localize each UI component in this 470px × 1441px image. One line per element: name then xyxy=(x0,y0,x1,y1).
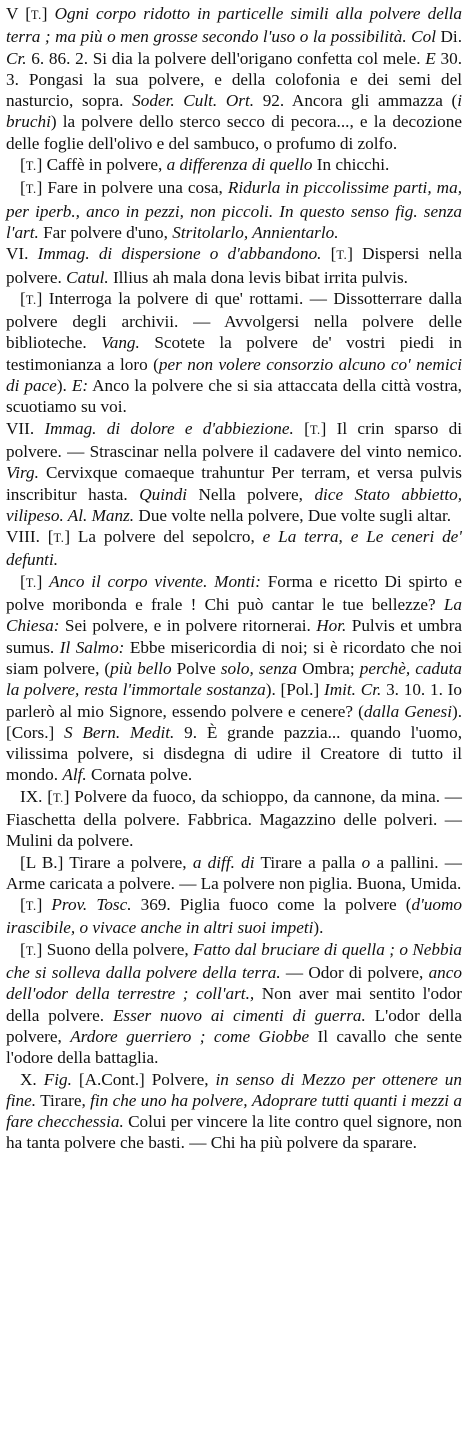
text-run: ). xyxy=(313,918,324,938)
italic-text: fin che uno ha polvere, xyxy=(90,1090,248,1110)
entry-paragraph xyxy=(6,526,462,571)
text-run: a pallini. — Arme caricata a polvere. — La polvere non piglia. Buona, Umida. xyxy=(6,852,462,893)
text-run: Il cavallo che sente l'odore della battaglia. xyxy=(6,1026,463,1068)
italic-text: più bello xyxy=(110,658,172,678)
text-run: [ xyxy=(20,155,26,175)
italic-text: perchè, caduta la polvere, resta l'immortale sostanza xyxy=(6,658,462,700)
source-abbrev: T. xyxy=(52,790,64,805)
text-run: ). [Pol.] xyxy=(265,680,324,700)
italic-text: anco dell'odor della terrestre ; coll'art., xyxy=(6,963,462,1004)
text-run: ] Fare in polvere una cosa, xyxy=(36,178,228,198)
text-run: ] La polvere del sepolcro, xyxy=(64,527,263,547)
italic-text: Catul. xyxy=(66,267,109,287)
text-run: V xyxy=(6,4,26,23)
text-run: Due volte nella polvere, Due volte sugli altar. xyxy=(134,505,452,525)
text-run: VIII. [ xyxy=(6,527,54,547)
source-abbrev: T. xyxy=(309,422,321,437)
italic-text: Imit. Cr. xyxy=(323,680,382,700)
text-run: In chicchi. xyxy=(312,155,390,175)
text-run: ] Polvere da fuoco, da schioppo, da cannone, da mina. — Fiaschetta della polvere. Fabbrica. Magazzino delle polveri. — Mulini da polvere. xyxy=(6,786,462,851)
text-run: Tirare a palla xyxy=(254,852,362,872)
italic-text: dalla Genesi xyxy=(363,701,452,721)
source-abbrev: T. xyxy=(53,531,65,546)
text-run: Non aver mai sentito l'odor della polvere. xyxy=(6,984,463,1025)
entry-paragraph xyxy=(6,786,462,852)
text-run: ] xyxy=(36,895,52,915)
italic-text: Ardore guerriero ; come Giobbe xyxy=(70,1026,310,1046)
text-run: VII. xyxy=(6,418,45,438)
entry-paragraph xyxy=(6,177,462,243)
italic-text: E xyxy=(425,48,436,68)
text-run: [ xyxy=(20,939,26,959)
text-run: Cornata polve. xyxy=(86,765,193,785)
italic-text: Anco il corpo vivente. Monti: xyxy=(49,571,261,591)
text-run: Scotete la polvere de' vostri piedi in testimonianza a loro ( xyxy=(6,333,462,374)
text-run: Tirare, xyxy=(36,1090,91,1110)
source-abbrev: T. xyxy=(25,899,37,914)
text-run: [ xyxy=(20,288,26,308)
italic-text: Col xyxy=(411,27,437,47)
italic-text: Quindi xyxy=(139,484,187,504)
text-run: ) la polvere dello sterco secco di pecora..., e la decozione delle foglie dell'olivo e del sambuco, o profumo di zolfo. xyxy=(6,112,462,153)
text-run: [ xyxy=(321,244,337,264)
text-run: [ xyxy=(20,571,26,591)
entry-paragraph xyxy=(6,852,462,895)
italic-text: in senso di Mezzo per ottenere un fine. xyxy=(6,1069,462,1110)
italic-text: Soder. Cult. Ort. xyxy=(132,91,255,111)
source-abbrev: T. xyxy=(25,575,37,590)
italic-text: d'uomo irascibile, o vivace anche in altri suoi impeti xyxy=(6,895,462,938)
text-run: Ebbe misericordia di noi; si è ricordato che noi siam polvere, ( xyxy=(6,637,462,678)
text-run: Cervixque comaeque trahuntur Per terram, et versa pulvis inscribitur hasta. xyxy=(6,463,462,504)
text-run: Ombra; xyxy=(297,658,360,678)
text-run: ] Interroga la polvere di que' rottami. — Dissotterrare dalla polvere degli archivii. — Avvolgersi nella polvere delle biblioteche. xyxy=(6,288,462,353)
italic-text: Vang. xyxy=(101,333,140,353)
text-run: Far polvere d'uno, xyxy=(38,222,173,242)
entry-paragraph xyxy=(6,894,462,939)
italic-text: Virg. xyxy=(6,463,39,483)
text-run: Forma e ricetto Di spirto e polve moribonda e frale ! Chi può cantar le tue bellezze? xyxy=(6,571,463,615)
text-run: Anco la polvere che si sia attaccata della città vostra, scuotiamo su voi. xyxy=(6,376,462,417)
entry-paragraph xyxy=(6,243,462,288)
entry-paragraph xyxy=(6,3,462,154)
italic-text: Adoprare tutti quanti i mezzi a fare checchessia. xyxy=(6,1090,462,1132)
text-run: [ xyxy=(20,895,26,915)
text-run: [ xyxy=(20,178,26,198)
italic-text: e La terra, e Le ceneri de' defunti. xyxy=(6,527,462,570)
source-abbrev: T. xyxy=(336,248,348,263)
text-run: Sei polvere, e in polvere ritornerai. xyxy=(59,616,317,636)
italic-text: Esser nuovo ai cimenti di guerra. xyxy=(112,1005,366,1025)
italic-text: Immag. di dolore e d'abbiezione. xyxy=(44,418,294,438)
italic-text: Fig. xyxy=(43,1069,72,1089)
text-run: ] xyxy=(41,4,55,23)
entry-paragraph xyxy=(6,1069,462,1154)
italic-text: Cr. xyxy=(6,48,27,68)
italic-text: Ridurla in piccolissime parti, ma, per iperb., anco in pezzi, non piccoli. In questo senso fig. senza l'art. xyxy=(6,178,462,242)
text-run: IX. [ xyxy=(20,786,53,806)
entry-paragraph xyxy=(6,154,462,177)
entry-paragraph xyxy=(6,418,462,526)
text-run: Nella polvere, xyxy=(186,484,315,504)
text-run: ] Il crin sparso di polvere. — Strascinar nella polvere il cadavere del vinto nemico. xyxy=(6,418,462,461)
source-abbrev: T. xyxy=(25,292,37,307)
text-run: X. xyxy=(20,1069,44,1089)
text-run: ] xyxy=(36,571,50,591)
text-run: ] Dispersi nella polvere. xyxy=(6,244,462,287)
italic-text: S Bern. Medit. xyxy=(64,722,175,742)
text-run: ] Caffè in polvere, xyxy=(36,155,167,175)
text-run: [ xyxy=(25,4,31,23)
source-abbrev: T. xyxy=(25,159,37,174)
text-run: L'odor della polvere, xyxy=(6,1005,462,1046)
italic-text: dice Stato abbietto, vilipeso. Al. Manz. xyxy=(6,484,462,525)
text-run: 9. È grande pazzia... quando l'uomo, vilissima polvere, si disdegna di udire il Creatore di tutto il mondo. xyxy=(6,722,462,785)
text-run: ] Suono della polvere, xyxy=(36,939,194,959)
italic-text: Hor. xyxy=(316,616,347,636)
italic-text: Immag. di dispersione o d'abbandono. xyxy=(37,244,322,264)
italic-text: a diff. di xyxy=(192,852,255,872)
text-run: VI. xyxy=(6,244,38,264)
entry-paragraph xyxy=(6,571,462,786)
italic-text: Il Salmo: xyxy=(59,637,125,657)
italic-text: Prov. Tosc. xyxy=(51,895,132,915)
text-run: ). [Cors.] xyxy=(6,701,462,742)
italic-text: solo, senza xyxy=(220,658,298,678)
entry-paragraph xyxy=(6,288,462,418)
text-run: 6. 86. 2. Si dia la polvere dell'origano confetta col mele. xyxy=(26,48,426,68)
text-run: 369. Piglia fuoco come la polvere ( xyxy=(131,895,412,915)
italic-text: i bruchi xyxy=(6,91,462,132)
source-abbrev: T. xyxy=(30,8,42,22)
text-run: [ xyxy=(293,418,310,438)
text-run: 30. 3. Pongasi la sua polvere, e della colofonia e dei semi del nasturcio, sopra. xyxy=(6,48,462,111)
source-abbrev: T. xyxy=(25,182,37,197)
text-run: — Odor di polvere, xyxy=(280,963,429,983)
text-run: 3. 10. 1. Io parlerò al mio Signore, essendo polvere e cenere? ( xyxy=(6,680,462,721)
text-run: Colui per vincere la lite contro quel signore, non ha tanta polvere che basti. — Chi ha più polvere da sparare. xyxy=(6,1112,462,1153)
text-run: Illius ah mala dona levis bibat irrita pulvis. xyxy=(108,267,408,287)
italic-text: Fatto dal bruciare di quella ; o Nebbia che si solleva dalla polvere della terra. xyxy=(6,939,462,983)
italic-text: E: xyxy=(71,376,89,396)
text-run: ). xyxy=(56,376,72,396)
italic-text: Stritolarlo, Annientarlo. xyxy=(172,222,339,242)
italic-text: La Chiesa: xyxy=(6,595,462,636)
italic-text: o xyxy=(361,852,371,872)
text-run: Polve xyxy=(171,658,221,678)
text-run: Pulvis et umbra sumus. xyxy=(6,616,462,657)
text-run: 92. Ancora gli ammazza ( xyxy=(254,91,458,111)
text-run: [L B.] Tirare a polvere, xyxy=(20,852,193,872)
italic-text: per non volere consorzio alcuno co' nemici di pace xyxy=(6,354,462,396)
italic-text: Alf. xyxy=(62,765,87,785)
source-abbrev: T. xyxy=(25,943,37,958)
text-run: Di. xyxy=(436,27,463,47)
italic-text: a differenza di quello xyxy=(166,155,313,175)
text-run: [A.Cont.] Polvere, xyxy=(71,1069,216,1089)
italic-text: Ogni corpo ridotto in particelle simili alla polvere della terra ; ma più o men grosse secondo l'uso o la possibilità. xyxy=(6,4,462,47)
entry-paragraph xyxy=(6,939,462,1069)
